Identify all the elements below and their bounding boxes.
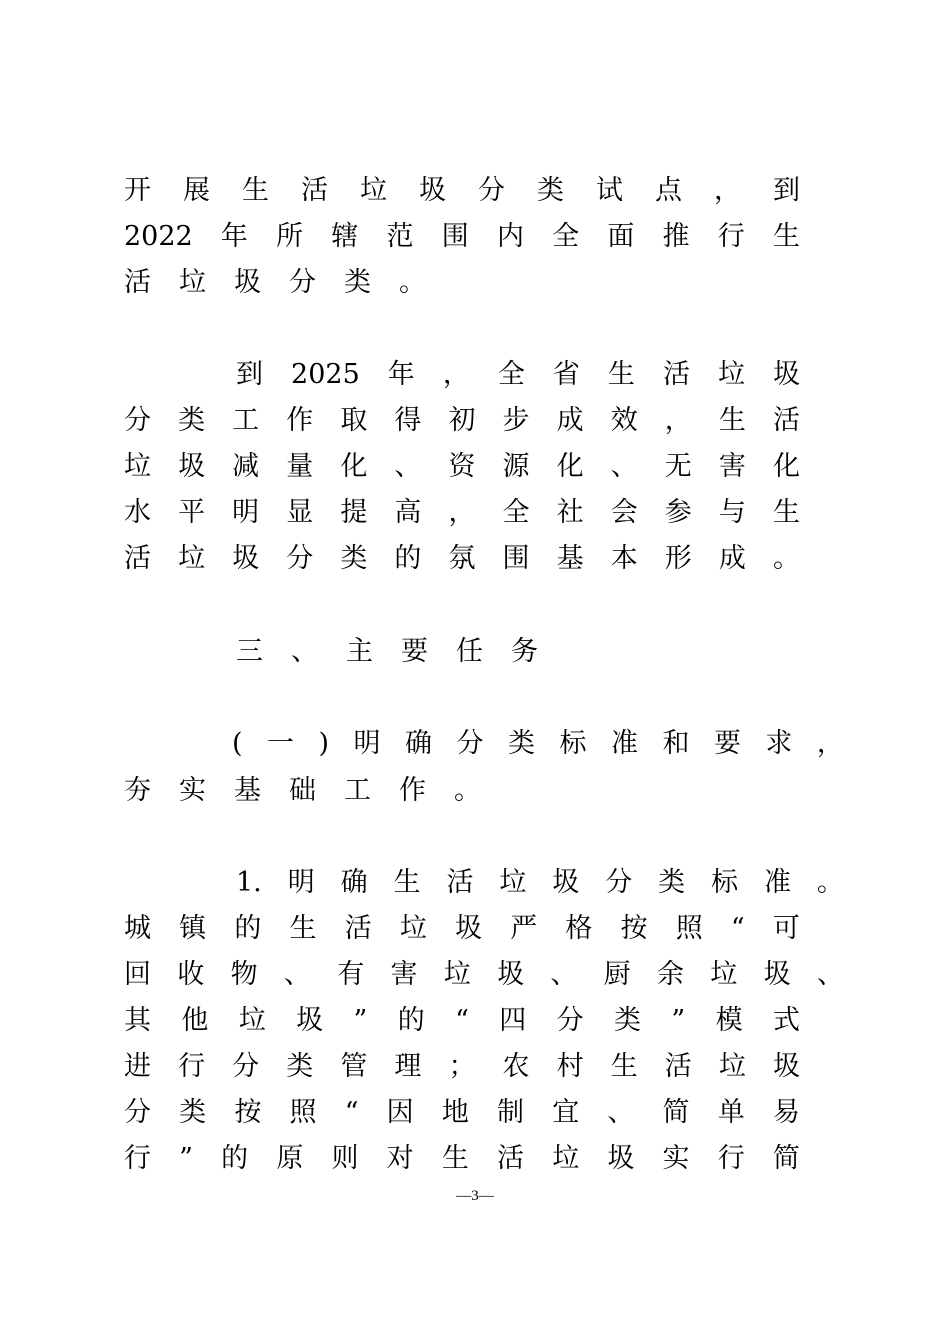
text-line: 2022 年 所 辖 范 围 内 全 面 推 行 生 xyxy=(124,221,800,252)
text-line: 其 他 垃 圾 ” 的 “ 四 分 类 ” 模 式 xyxy=(124,1005,800,1036)
text-line: 到 2025 年 ， 全 省 生 活 垃 圾 xyxy=(236,359,800,390)
text-line: 活 垃 圾 分 类 的 氛 围 基 本 形 成 。 xyxy=(124,543,800,574)
section-heading: 三 、 主 要 任 务 xyxy=(236,636,538,667)
text-line: 水 平 明 显 提 高 ， 全 社 会 参 与 生 xyxy=(124,497,800,528)
page-number: —3— xyxy=(456,1188,494,1204)
text-line: 垃 圾 减 量 化 、 资 源 化 、 无 害 化 xyxy=(124,451,800,482)
text-line: 分 类 按 照 “ 因 地 制 宜 、 简 单 易 xyxy=(124,1097,800,1128)
text-line: 开 展 生 活 垃 圾 分 类 试 点 ， 到 xyxy=(124,175,800,206)
text-line: 分 类 工 作 取 得 初 步 成 效 ， 生 活 xyxy=(124,405,800,436)
text-line: 夯 实 基 础 工 作 。 xyxy=(124,775,481,806)
text-line: 行 ” 的 原 则 对 生 活 垃 圾 实 行 简 xyxy=(124,1143,800,1174)
text-line: 活 垃 圾 分 类 。 xyxy=(124,267,426,298)
text-line: 1. 明 确 生 活 垃 圾 分 类 标 准 。 xyxy=(236,867,844,898)
text-line: 城 镇 的 生 活 垃 圾 严 格 按 照 “ 可 xyxy=(124,913,800,944)
text-line: ( 一 ) 明 确 分 类 标 准 和 要 求 ， xyxy=(232,728,844,759)
text-line: 回 收 物 、 有 害 垃 圾 、 厨 余 垃 圾 、 xyxy=(124,959,844,990)
text-line: 进 行 分 类 管 理 ； 农 村 生 活 垃 圾 xyxy=(124,1051,800,1082)
